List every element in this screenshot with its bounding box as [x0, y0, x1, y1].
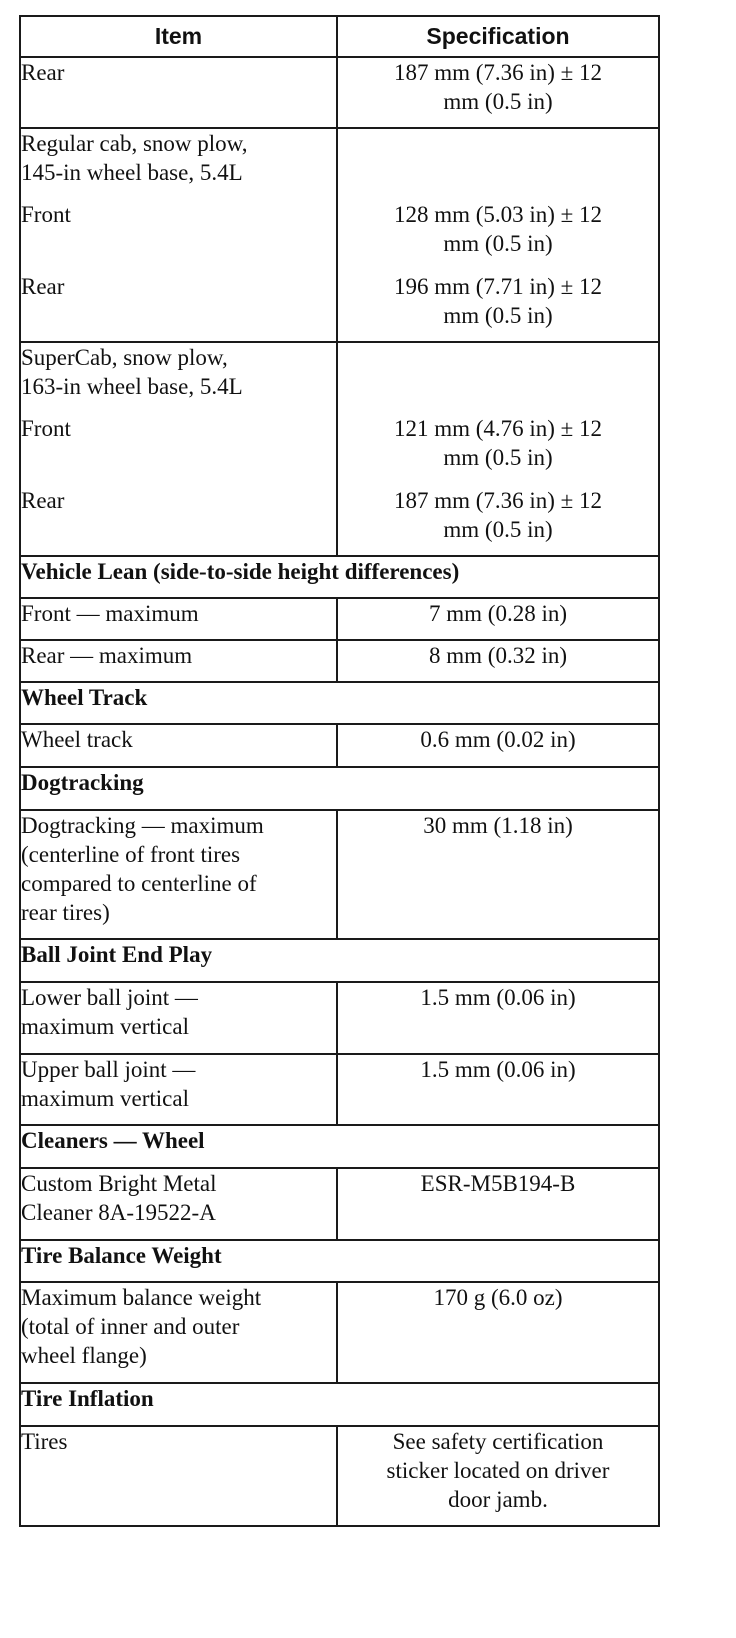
- spec-value: mm (0.5 in): [443, 445, 553, 470]
- item-label: Custom Bright Metal: [21, 1171, 217, 1196]
- spec-value: ESR-M5B194-B: [420, 1171, 576, 1196]
- spec-cell: [337, 724, 659, 767]
- spec-cell: [337, 57, 659, 128]
- spec-value: mm (0.5 in): [443, 89, 553, 114]
- spec-value: 196 mm (7.71 in) ± 12: [393, 274, 603, 299]
- spec-value: 187 mm (7.36 in) ± 12: [393, 60, 603, 85]
- item-label: (centerline of front tires: [21, 842, 241, 867]
- table-row: [20, 342, 659, 556]
- item-cell: [20, 1168, 337, 1240]
- group-title: 163-in wheel base, 5.4L: [21, 374, 243, 399]
- section-header-row: [20, 1240, 659, 1282]
- specification-column-header: Specification: [337, 16, 659, 57]
- spec-cell: [337, 1054, 659, 1125]
- spec-value: mm (0.5 in): [443, 303, 553, 328]
- table-row: [20, 724, 659, 767]
- section-header-row: [20, 556, 659, 598]
- spec-cell: [337, 1426, 659, 1526]
- table-row: [20, 1426, 659, 1526]
- group-title: SuperCab, snow plow,: [21, 345, 228, 370]
- item-label: Dogtracking — maximum: [21, 813, 264, 838]
- spec-value: 0.6 mm (0.02 in): [420, 727, 576, 752]
- item-cell: [20, 640, 337, 682]
- spec-value: sticker located on driver: [386, 1458, 610, 1483]
- specification-table: [19, 15, 660, 1527]
- item-label: Rear: [21, 60, 65, 85]
- item-label: rear tires): [21, 900, 110, 925]
- section-title: Tire Inflation: [20, 1383, 659, 1426]
- spec-value: door jamb.: [448, 1487, 548, 1512]
- table-row: [20, 1168, 659, 1240]
- item-cell: [20, 1054, 337, 1125]
- item-label: (total of inner and outer: [21, 1314, 240, 1339]
- item-label: Front — maximum: [21, 601, 199, 626]
- item-cell: [20, 1426, 337, 1526]
- table-row: [20, 1282, 659, 1383]
- table-row: [20, 598, 659, 640]
- item-label: Rear — maximum: [21, 643, 193, 668]
- item-cell: [20, 982, 337, 1054]
- spec-value: 1.5 mm (0.06 in): [420, 985, 576, 1010]
- table-row: [20, 128, 659, 342]
- item-label: maximum vertical: [21, 1014, 189, 1039]
- item-label: Front: [21, 416, 71, 441]
- section-title: Tire Balance Weight: [20, 1240, 659, 1282]
- item-cell: [20, 128, 337, 342]
- item-cell: [20, 342, 337, 556]
- group-title: 145-in wheel base, 5.4L: [21, 160, 243, 185]
- section-title: Dogtracking: [20, 767, 659, 810]
- spec-value: See safety certification: [392, 1429, 604, 1454]
- item-label: Lower ball joint —: [21, 985, 198, 1010]
- item-label: Wheel track: [21, 727, 133, 752]
- spec-value: 7 mm (0.28 in): [429, 601, 567, 626]
- table-row: [20, 810, 659, 939]
- item-label: Cleaner 8A-19522-A: [21, 1200, 216, 1225]
- item-cell: [20, 724, 337, 767]
- spec-value: 1.5 mm (0.06 in): [420, 1057, 576, 1082]
- spec-value: 8 mm (0.32 in): [429, 643, 567, 668]
- spec-value: mm (0.5 in): [443, 517, 553, 542]
- item-column-header: Item: [20, 16, 337, 57]
- item-label: compared to centerline of: [21, 871, 257, 896]
- spec-cell: [337, 810, 659, 939]
- spec-value: 30 mm (1.18 in): [423, 813, 573, 838]
- section-header-row: [20, 1383, 659, 1426]
- spec-cell: [337, 640, 659, 682]
- spec-value: 187 mm (7.36 in) ± 12: [393, 488, 603, 513]
- section-header-row: [20, 1125, 659, 1168]
- section-title: Cleaners — Wheel: [20, 1125, 659, 1168]
- item-cell: [20, 57, 337, 128]
- item-label: Rear: [21, 488, 65, 513]
- section-title: Vehicle Lean (side-to-side height differences): [20, 556, 659, 598]
- section-title: Ball Joint End Play: [20, 939, 659, 982]
- spec-value: 128 mm (5.03 in) ± 12: [393, 202, 603, 227]
- spec-cell: [337, 128, 659, 342]
- item-cell: [20, 810, 337, 939]
- item-label: Upper ball joint —: [21, 1057, 196, 1082]
- table-row: [20, 1054, 659, 1125]
- item-cell: [20, 1282, 337, 1383]
- item-label: Tires: [21, 1429, 68, 1454]
- spec-cell: [337, 1168, 659, 1240]
- item-cell: [20, 598, 337, 640]
- spec-cell: [337, 342, 659, 556]
- group-title: Regular cab, snow plow,: [21, 131, 248, 156]
- table-row: [20, 982, 659, 1054]
- spec-cell: [337, 598, 659, 640]
- spec-value: 121 mm (4.76 in) ± 12: [393, 416, 603, 441]
- item-label: wheel flange): [21, 1343, 147, 1368]
- section-header-row: [20, 767, 659, 810]
- spec-cell: [337, 1282, 659, 1383]
- item-label: maximum vertical: [21, 1086, 189, 1111]
- spec-value: 170 g (6.0 oz): [433, 1285, 563, 1310]
- spec-value: mm (0.5 in): [443, 231, 553, 256]
- item-label: Front: [21, 202, 71, 227]
- section-header-row: [20, 682, 659, 724]
- table-row: [20, 640, 659, 682]
- section-title: Wheel Track: [20, 682, 659, 724]
- section-header-row: [20, 939, 659, 982]
- item-label: Maximum balance weight: [21, 1285, 262, 1310]
- table-row: [20, 57, 659, 128]
- header-row: [20, 16, 659, 57]
- item-label: Rear: [21, 274, 65, 299]
- spec-cell: [337, 982, 659, 1054]
